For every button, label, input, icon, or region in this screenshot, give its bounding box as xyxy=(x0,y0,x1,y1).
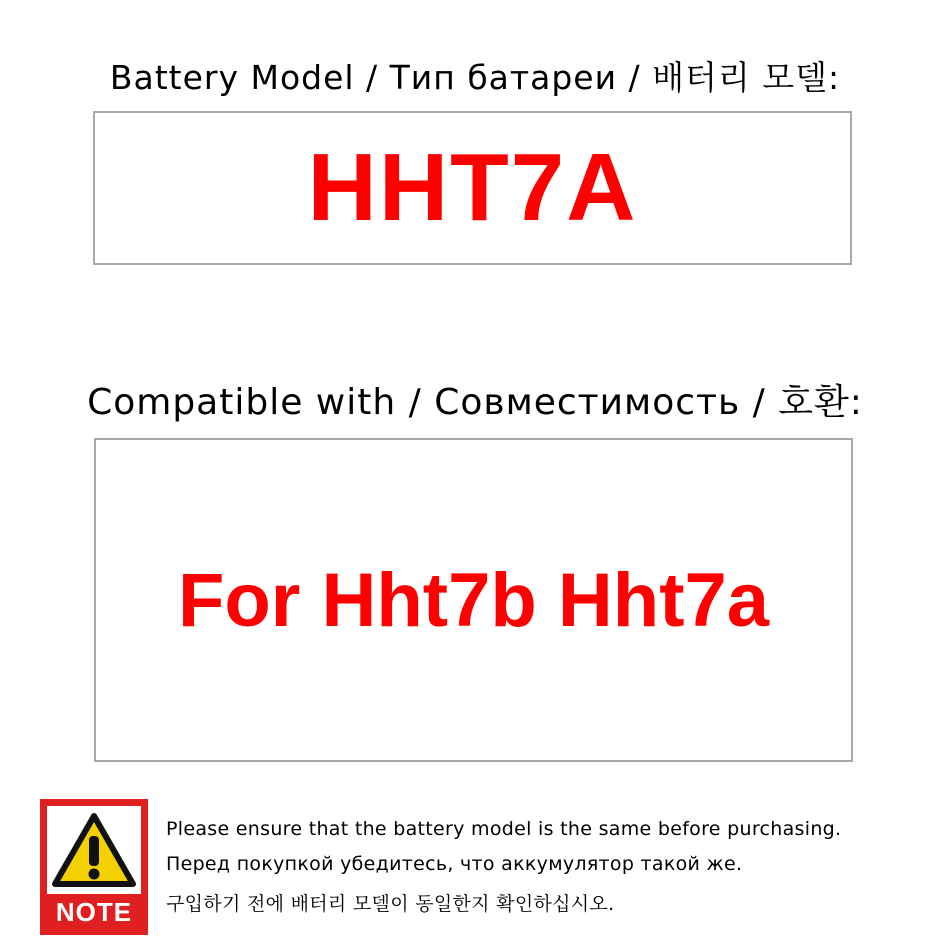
compatibility-value: For Hht7b Hht7a xyxy=(177,557,770,643)
note-sign-panel xyxy=(47,806,141,894)
compatibility-box xyxy=(94,438,853,762)
note-text-korean: 구입하기 전에 배터리 모델이 동일한지 확인하십시오. xyxy=(166,893,615,915)
battery-model-value: HHT7A xyxy=(307,134,638,241)
note-text-english: Please ensure that the battery model is the same before purchasing. xyxy=(166,818,842,840)
battery-model-heading: Battery Model / Тип батареи / 배터리 모델: xyxy=(109,58,841,97)
compatibility-heading: Compatible with / Совместимость / 호환: xyxy=(87,382,863,423)
note-sign xyxy=(40,799,148,935)
battery-model-box xyxy=(93,111,852,265)
warning-triangle-icon xyxy=(47,806,141,894)
note-label: NOTE xyxy=(55,897,133,927)
note-text-russian: Перед покупкой убедитесь, что аккумулятор такой же. xyxy=(166,853,743,875)
